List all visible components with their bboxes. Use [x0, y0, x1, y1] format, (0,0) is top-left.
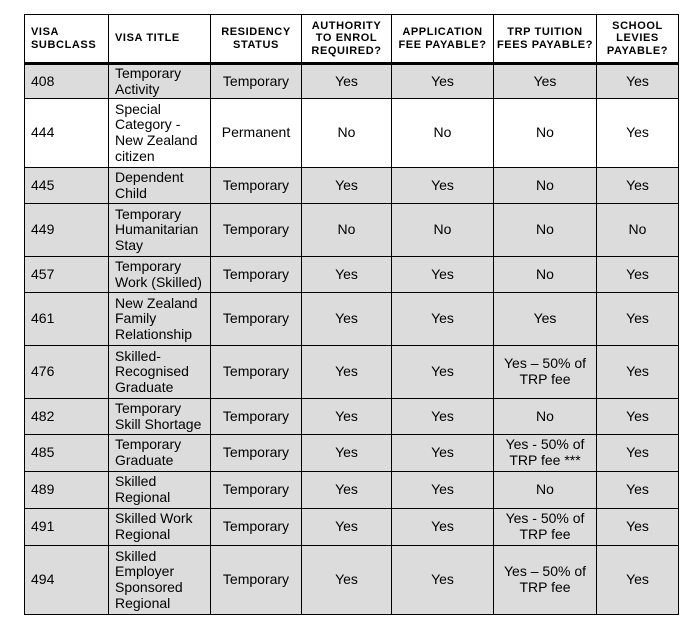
cell-residency-status: Temporary — [211, 435, 302, 472]
cell-visa-title: Temporary Humanitarian Stay — [109, 204, 211, 257]
cell-authority-to-enrol: Yes — [302, 293, 392, 346]
cell-school-levies: Yes — [597, 435, 679, 472]
cell-visa-title: Dependent Child — [109, 168, 211, 204]
cell-school-levies: Yes — [597, 168, 679, 204]
cell-application-fee: Yes — [392, 509, 494, 546]
cell-visa-title: Special Category - New Zealand citizen — [109, 99, 211, 168]
cell-school-levies: Yes — [597, 546, 679, 615]
cell-trp-tuition-fees: Yes - 50% of TRP fee — [494, 509, 597, 546]
cell-application-fee: Yes — [392, 257, 494, 293]
cell-visa-subclass: 485 — [25, 435, 109, 472]
cell-application-fee: Yes — [392, 346, 494, 399]
cell-application-fee: Yes — [392, 399, 494, 435]
cell-trp-tuition-fees: No — [494, 472, 597, 509]
cell-authority-to-enrol: Yes — [302, 435, 392, 472]
cell-authority-to-enrol: Yes — [302, 399, 392, 435]
cell-trp-tuition-fees: No — [494, 99, 597, 168]
cell-residency-status: Temporary — [211, 509, 302, 546]
cell-visa-subclass: 457 — [25, 257, 109, 293]
cell-school-levies: Yes — [597, 293, 679, 346]
cell-visa-subclass: 449 — [25, 204, 109, 257]
cell-application-fee: Yes — [392, 293, 494, 346]
cell-residency-status: Temporary — [211, 546, 302, 615]
table-row — [25, 399, 679, 435]
header-visa-subclass: VISA SUBCLASS — [25, 15, 109, 64]
cell-trp-tuition-fees: Yes – 50% of TRP fee — [494, 546, 597, 615]
cell-school-levies: Yes — [597, 509, 679, 546]
cell-trp-tuition-fees: No — [494, 168, 597, 204]
cell-authority-to-enrol: Yes — [302, 346, 392, 399]
visa-table — [24, 14, 679, 615]
table-row — [25, 168, 679, 204]
cell-authority-to-enrol: No — [302, 99, 392, 168]
table-row — [25, 64, 679, 99]
cell-application-fee: Yes — [392, 64, 494, 99]
table-row — [25, 204, 679, 257]
cell-application-fee: No — [392, 99, 494, 168]
cell-visa-subclass: 461 — [25, 293, 109, 346]
cell-school-levies: Yes — [597, 257, 679, 293]
cell-trp-tuition-fees: Yes — [494, 293, 597, 346]
cell-school-levies: No — [597, 204, 679, 257]
cell-trp-tuition-fees: Yes - 50% of TRP fee *** — [494, 435, 597, 472]
cell-visa-subclass: 489 — [25, 472, 109, 509]
header-school-levies: SCHOOL LEVIES PAYABLE? — [597, 15, 679, 64]
table-header — [25, 15, 679, 64]
cell-visa-subclass: 491 — [25, 509, 109, 546]
table-row — [25, 509, 679, 546]
cell-application-fee: Yes — [392, 546, 494, 615]
cell-visa-title: Skilled Work Regional — [109, 509, 211, 546]
table-row — [25, 435, 679, 472]
cell-trp-tuition-fees: No — [494, 257, 597, 293]
cell-visa-title: Temporary Skill Shortage — [109, 399, 211, 435]
table-row — [25, 99, 679, 168]
table-row — [25, 346, 679, 399]
cell-school-levies: Yes — [597, 99, 679, 168]
header-application-fee: APPLICATION FEE PAYABLE? — [392, 15, 494, 64]
cell-residency-status: Permanent — [211, 99, 302, 168]
cell-application-fee: Yes — [392, 435, 494, 472]
table-row — [25, 546, 679, 615]
header-visa-title: VISA TITLE — [109, 15, 211, 64]
header-trp-tuition-fees: TRP TUITION FEES PAYABLE? — [494, 15, 597, 64]
cell-trp-tuition-fees: Yes — [494, 64, 597, 99]
cell-visa-subclass: 494 — [25, 546, 109, 615]
table-row — [25, 257, 679, 293]
table-row — [25, 293, 679, 346]
cell-school-levies: Yes — [597, 64, 679, 99]
cell-visa-title: Temporary Work (Skilled) — [109, 257, 211, 293]
cell-visa-title: Temporary Activity — [109, 64, 211, 99]
cell-application-fee: Yes — [392, 472, 494, 509]
cell-authority-to-enrol: Yes — [302, 546, 392, 615]
cell-visa-subclass: 482 — [25, 399, 109, 435]
cell-visa-title: New Zealand Family Relationship — [109, 293, 211, 346]
cell-visa-title: Skilled Employer Sponsored Regional — [109, 546, 211, 615]
header-residency-status: RESIDENCY STATUS — [211, 15, 302, 64]
cell-authority-to-enrol: Yes — [302, 472, 392, 509]
cell-school-levies: Yes — [597, 472, 679, 509]
table-body — [25, 64, 679, 615]
cell-visa-subclass: 445 — [25, 168, 109, 204]
cell-residency-status: Temporary — [211, 168, 302, 204]
cell-authority-to-enrol: Yes — [302, 168, 392, 204]
cell-residency-status: Temporary — [211, 257, 302, 293]
cell-visa-subclass: 444 — [25, 99, 109, 168]
cell-authority-to-enrol: Yes — [302, 257, 392, 293]
cell-application-fee: Yes — [392, 168, 494, 204]
cell-visa-subclass: 408 — [25, 64, 109, 99]
cell-trp-tuition-fees: No — [494, 399, 597, 435]
cell-residency-status: Temporary — [211, 346, 302, 399]
cell-trp-tuition-fees: Yes – 50% of TRP fee — [494, 346, 597, 399]
table-row — [25, 472, 679, 509]
cell-visa-subclass: 476 — [25, 346, 109, 399]
cell-residency-status: Temporary — [211, 293, 302, 346]
cell-residency-status: Temporary — [211, 64, 302, 99]
cell-authority-to-enrol: Yes — [302, 509, 392, 546]
cell-school-levies: Yes — [597, 399, 679, 435]
cell-visa-title: Skilled Regional — [109, 472, 211, 509]
cell-authority-to-enrol: Yes — [302, 64, 392, 99]
cell-trp-tuition-fees: No — [494, 204, 597, 257]
cell-residency-status: Temporary — [211, 472, 302, 509]
cell-application-fee: No — [392, 204, 494, 257]
cell-visa-title: Temporary Graduate — [109, 435, 211, 472]
cell-school-levies: Yes — [597, 346, 679, 399]
cell-residency-status: Temporary — [211, 399, 302, 435]
cell-authority-to-enrol: No — [302, 204, 392, 257]
visa-table-container — [24, 14, 678, 615]
header-authority-to-enrol: AUTHORITY TO ENROL REQUIRED? — [302, 15, 392, 64]
cell-visa-title: Skilled-Recognised Graduate — [109, 346, 211, 399]
cell-residency-status: Temporary — [211, 204, 302, 257]
